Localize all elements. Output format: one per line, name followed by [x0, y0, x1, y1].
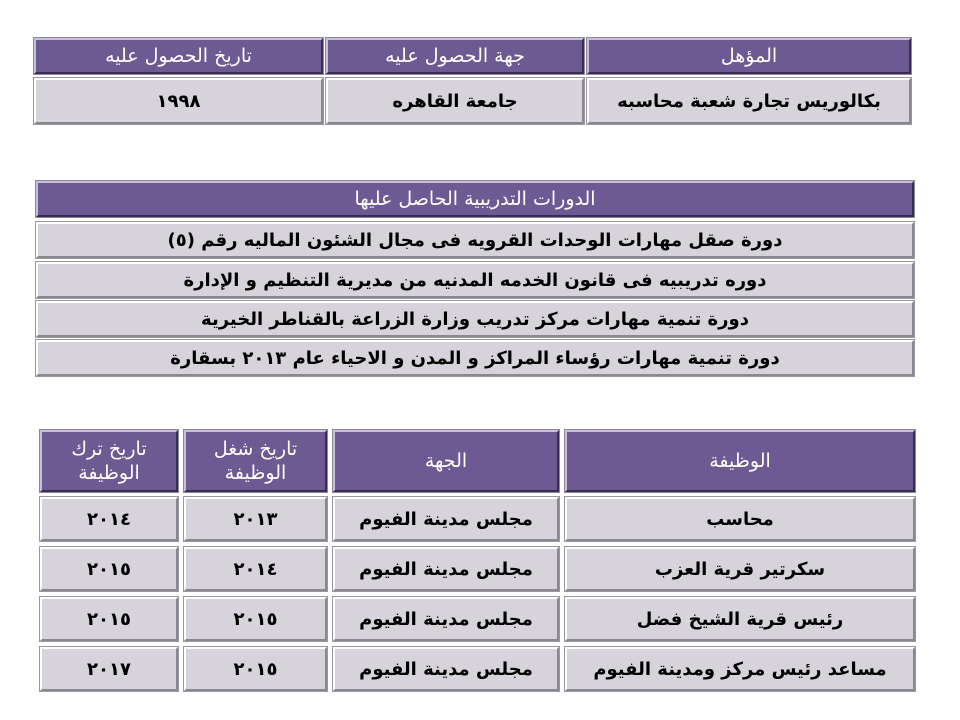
job-row-4-end: ٢٠١٧: [40, 647, 178, 691]
course-item-3: دورة تنمية مهارات مركز تدريب وزارة الزراعة بالقناطر الخيرية: [36, 301, 914, 337]
course-item-2: دوره تدريبيه فى قانون الخدمه المدنيه من مديرية التنظيم و الإدارة: [36, 262, 914, 298]
qualification-degree: بكالوريس تجارة شعبة محاسبه: [587, 78, 911, 124]
qualification-header-date: تاريخ الحصول عليه: [34, 38, 323, 74]
job-row-2-employer: مجلس مدينة الفيوم: [333, 547, 559, 591]
job-row-2-end: ٢٠١٥: [40, 547, 178, 591]
courses-title: الدورات التدريبية الحاصل عليها: [36, 181, 914, 217]
jobs-header-start-date: تاريخ شغل الوظيفة: [184, 430, 327, 492]
job-row-2-start: ٢٠١٤: [184, 547, 327, 591]
job-row-4-position: مساعد رئيس مركز ومدينة الفيوم: [565, 647, 915, 691]
job-row-4-start: ٢٠١٥: [184, 647, 327, 691]
course-item-4: دورة تنمية مهارات رؤساء المراكز و المدن و الاحياء عام ٢٠١٣ بسقارة: [36, 340, 914, 376]
course-item-1: دورة صقل مهارات الوحدات القرويه فى مجال الشئون الماليه رقم (٥): [36, 222, 914, 258]
job-row-4-employer: مجلس مدينة الفيوم: [333, 647, 559, 691]
qualification-header-issuer: جهة الحصول عليه: [326, 38, 584, 74]
job-row-1-start: ٢٠١٣: [184, 497, 327, 541]
jobs-header-employer: الجهة: [333, 430, 559, 492]
qualification-header-degree: المؤهل: [587, 38, 911, 74]
jobs-header-end-date: تاريخ ترك الوظيفة: [40, 430, 178, 492]
qualification-date: ١٩٩٨: [34, 78, 323, 124]
job-row-3-employer: مجلس مدينة الفيوم: [333, 597, 559, 641]
job-row-3-end: ٢٠١٥: [40, 597, 178, 641]
job-row-2-position: سكرتير قرية العزب: [565, 547, 915, 591]
job-row-3-position: رئيس قرية الشيخ فضل: [565, 597, 915, 641]
job-row-1-employer: مجلس مدينة الفيوم: [333, 497, 559, 541]
qualification-issuer: جامعة القاهره: [326, 78, 584, 124]
job-row-1-end: ٢٠١٤: [40, 497, 178, 541]
job-row-3-start: ٢٠١٥: [184, 597, 327, 641]
job-row-1-position: محاسب: [565, 497, 915, 541]
jobs-header-position: الوظيفة: [565, 430, 915, 492]
